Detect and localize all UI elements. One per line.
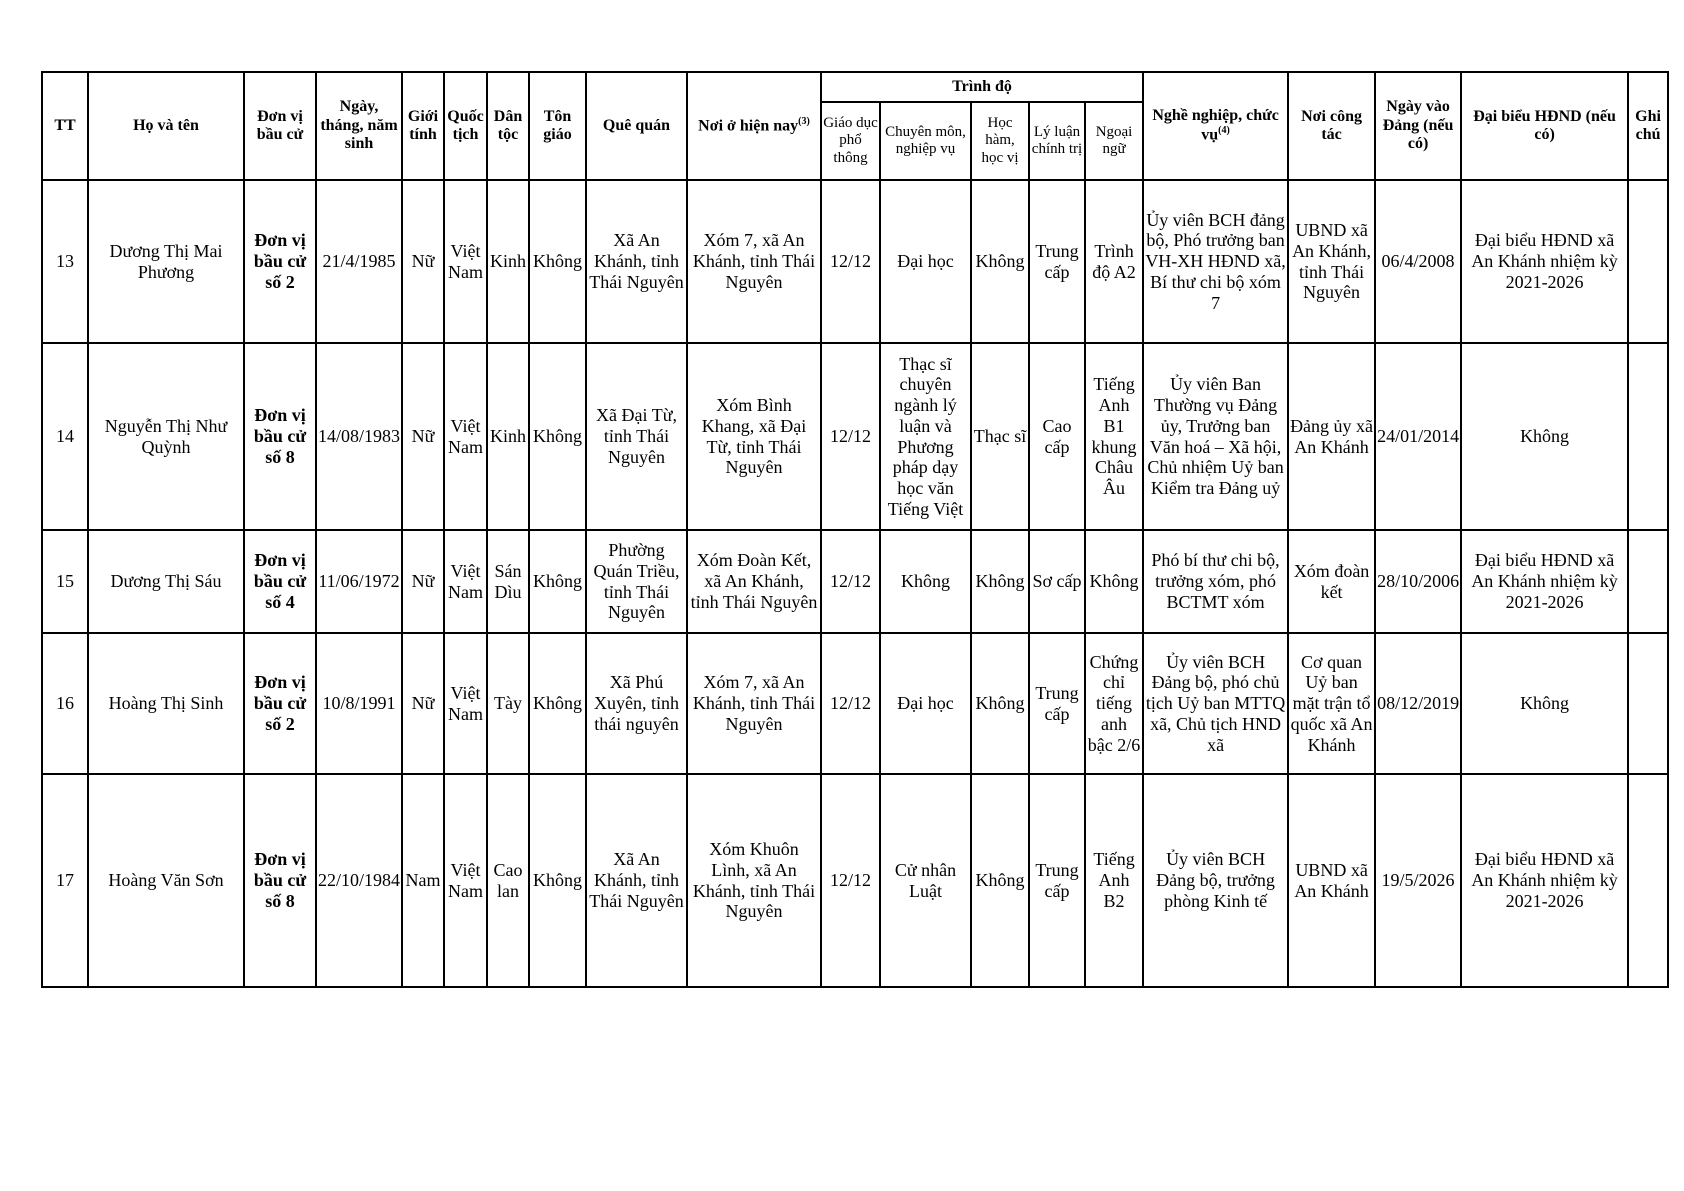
cell-gender: Nữ: [402, 180, 444, 343]
cell-tt: 14: [42, 343, 88, 530]
cell-workplace: Xóm đoàn kết: [1288, 530, 1375, 633]
cell-specialty: Cử nhân Luật: [880, 774, 971, 987]
cell-ethnicity: Sán Dìu: [487, 530, 529, 633]
cell-occupation: Ủy viên Ban Thường vụ Đảng ủy, Trưởng ban Văn hoá – Xã hội, Chủ nhiệm Uỷ ban Kiểm tra Đảng uỷ: [1143, 343, 1288, 530]
header-religion: Tôn giáo: [529, 72, 586, 180]
cell-specialty: Không: [880, 530, 971, 633]
cell-religion: Không: [529, 633, 586, 774]
cell-gender: Nữ: [402, 633, 444, 774]
cell-ethnicity: Cao lan: [487, 774, 529, 987]
cell-notes: [1628, 180, 1668, 343]
cell-workplace: UBND xã An Khánh: [1288, 774, 1375, 987]
header-occupation: [1143, 72, 1288, 180]
cell-nationality: Việt Nam: [444, 530, 487, 633]
cell-occupation: Phó bí thư chi bộ, trưởng xóm, phó BCTMT xóm: [1143, 530, 1288, 633]
cell-party-date: 28/10/2006: [1375, 530, 1461, 633]
cell-education: 12/12: [821, 633, 880, 774]
cell-notes: [1628, 774, 1668, 987]
cell-residence: Xóm 7, xã An Khánh, tỉnh Thái Nguyên: [687, 633, 821, 774]
cell-hometown: Xã An Khánh, tỉnh Thái Nguyên: [586, 180, 687, 343]
cell-political: Sơ cấp: [1029, 530, 1085, 633]
header-specialty: Chuyên môn, nghiệp vụ: [880, 102, 971, 180]
cell-delegate: Không: [1461, 633, 1628, 774]
cell-religion: Không: [529, 180, 586, 343]
header-level: Trình độ: [821, 72, 1143, 102]
cell-residence: Xóm 7, xã An Khánh, tỉnh Thái Nguyên: [687, 180, 821, 343]
cell-education: 12/12: [821, 343, 880, 530]
cell-ethnicity: Kinh: [487, 343, 529, 530]
cell-dob: 10/8/1991: [316, 633, 402, 774]
cell-political: Trung cấp: [1029, 633, 1085, 774]
cell-language: Chứng chỉ tiếng anh bậc 2/6: [1085, 633, 1143, 774]
cell-workplace: UBND xã An Khánh, tỉnh Thái Nguyên: [1288, 180, 1375, 343]
header-occupation-note: (4): [1218, 125, 1230, 137]
cell-tt: 13: [42, 180, 88, 343]
table-row: [42, 633, 1668, 774]
header-notes: Ghi chú: [1628, 72, 1668, 180]
header-gender: Giới tính: [402, 72, 444, 180]
cell-hometown: Xã Phú Xuyên, tỉnh thái nguyên: [586, 633, 687, 774]
cell-occupation: Ủy viên BCH đảng bộ, Phó trưởng ban VH-XH HĐND xã, Bí thư chi bộ xóm 7: [1143, 180, 1288, 343]
cell-political: Trung cấp: [1029, 774, 1085, 987]
cell-academic: Không: [971, 180, 1029, 343]
cell-education: 12/12: [821, 774, 880, 987]
cell-dob: 11/06/1972: [316, 530, 402, 633]
cell-ethnicity: Kinh: [487, 180, 529, 343]
cell-academic: Không: [971, 774, 1029, 987]
header-political: Lý luận chính trị: [1029, 102, 1085, 180]
cell-religion: Không: [529, 774, 586, 987]
cell-nationality: Việt Nam: [444, 343, 487, 530]
cell-education: 12/12: [821, 180, 880, 343]
cell-unit: Đơn vị bầu cử số 4: [244, 530, 316, 633]
cell-delegate: Đại biểu HĐND xã An Khánh nhiệm kỳ 2021-2026: [1461, 530, 1628, 633]
cell-specialty: Đại học: [880, 633, 971, 774]
cell-religion: Không: [529, 530, 586, 633]
cell-residence: Xóm Bình Khang, xã Đại Từ, tỉnh Thái Nguyên: [687, 343, 821, 530]
header-unit: Đơn vị bầu cử: [244, 72, 316, 180]
header-tt: TT: [42, 72, 88, 180]
cell-notes: [1628, 530, 1668, 633]
cell-gender: Nam: [402, 774, 444, 987]
table-row: [42, 530, 1668, 633]
cell-unit: Đơn vị bầu cử số 2: [244, 633, 316, 774]
cell-name: Dương Thị Mai Phương: [88, 180, 244, 343]
cell-unit: Đơn vị bầu cử số 8: [244, 343, 316, 530]
cell-tt: 17: [42, 774, 88, 987]
cell-delegate: Đại biểu HĐND xã An Khánh nhiệm kỳ 2021-2026: [1461, 180, 1628, 343]
cell-political: Trung cấp: [1029, 180, 1085, 343]
cell-residence: Xóm Đoàn Kết, xã An Khánh, tỉnh Thái Nguyên: [687, 530, 821, 633]
header-education: Giáo dục phổ thông: [821, 102, 880, 180]
table-row: [42, 180, 1668, 343]
cell-unit: Đơn vị bầu cử số 2: [244, 180, 316, 343]
cell-specialty: Thạc sĩ chuyên ngành lý luận và Phương pháp dạy học văn Tiếng Việt: [880, 343, 971, 530]
cell-tt: 15: [42, 530, 88, 633]
header-residence-note: (3): [798, 116, 810, 128]
cell-education: 12/12: [821, 530, 880, 633]
cell-specialty: Đại học: [880, 180, 971, 343]
cell-language: Tiếng Anh B1 khung Châu Âu: [1085, 343, 1143, 530]
cell-name: Nguyễn Thị Như Quỳnh: [88, 343, 244, 530]
header-dob: Ngày, tháng, năm sinh: [316, 72, 402, 180]
cell-language: Tiếng Anh B2: [1085, 774, 1143, 987]
cell-gender: Nữ: [402, 343, 444, 530]
header-delegate: Đại biểu HĐND (nếu có): [1461, 72, 1628, 180]
cell-party-date: 19/5/2026: [1375, 774, 1461, 987]
cell-delegate: Không: [1461, 343, 1628, 530]
cell-name: Hoàng Thị Sinh: [88, 633, 244, 774]
cell-party-date: 24/01/2014: [1375, 343, 1461, 530]
cell-dob: 21/4/1985: [316, 180, 402, 343]
cell-nationality: Việt Nam: [444, 633, 487, 774]
cell-name: Hoàng Văn Sơn: [88, 774, 244, 987]
header-nationality: Quốc tịch: [444, 72, 487, 180]
cell-gender: Nữ: [402, 530, 444, 633]
cell-dob: 22/10/1984: [316, 774, 402, 987]
cell-hometown: Phường Quán Triều, tỉnh Thái Nguyên: [586, 530, 687, 633]
cell-unit: Đơn vị bầu cử số 8: [244, 774, 316, 987]
header-language: Ngoại ngữ: [1085, 102, 1143, 180]
header-hometown: Quê quán: [586, 72, 687, 180]
header-party-date: Ngày vào Đảng (nếu có): [1375, 72, 1461, 180]
header-ethnicity: Dân tộc: [487, 72, 529, 180]
cell-political: Cao cấp: [1029, 343, 1085, 530]
cell-academic: Không: [971, 633, 1029, 774]
cell-ethnicity: Tày: [487, 633, 529, 774]
cell-academic: Thạc sĩ: [971, 343, 1029, 530]
cell-occupation: Ủy viên BCH Đảng bộ, trưởng phòng Kinh tế: [1143, 774, 1288, 987]
header-workplace: Nơi công tác: [1288, 72, 1375, 180]
cell-language: Không: [1085, 530, 1143, 633]
cell-party-date: 06/4/2008: [1375, 180, 1461, 343]
cell-hometown: Xã Đại Từ, tỉnh Thái Nguyên: [586, 343, 687, 530]
cell-language: Trình độ A2: [1085, 180, 1143, 343]
header-name: Họ và tên: [88, 72, 244, 180]
cell-name: Dương Thị Sáu: [88, 530, 244, 633]
cell-nationality: Việt Nam: [444, 774, 487, 987]
cell-workplace: Đảng ủy xã An Khánh: [1288, 343, 1375, 530]
header-residence: [687, 72, 821, 180]
cell-workplace: Cơ quan Uỷ ban mặt trận tổ quốc xã An Khánh: [1288, 633, 1375, 774]
cell-notes: [1628, 633, 1668, 774]
table-row: [42, 774, 1668, 987]
cell-occupation: Ủy viên BCH Đảng bộ, phó chủ tịch Uỷ ban MTTQ xã, Chủ tịch HND xã: [1143, 633, 1288, 774]
cell-residence: Xóm Khuôn Lình, xã An Khánh, tỉnh Thái Nguyên: [687, 774, 821, 987]
cell-academic: Không: [971, 530, 1029, 633]
cell-notes: [1628, 343, 1668, 530]
cell-religion: Không: [529, 343, 586, 530]
header-academic: Học hàm, học vị: [971, 102, 1029, 180]
cell-delegate: Đại biểu HĐND xã An Khánh nhiệm kỳ 2021-2026: [1461, 774, 1628, 987]
cell-party-date: 08/12/2019: [1375, 633, 1461, 774]
cell-nationality: Việt Nam: [444, 180, 487, 343]
header-occupation-label: Nghề nghiệp, chức vụ: [1152, 106, 1279, 144]
table-row: [42, 343, 1668, 530]
cell-tt: 16: [42, 633, 88, 774]
candidate-table: [41, 71, 1669, 988]
header-residence-label: Nơi ở hiện nay: [698, 117, 799, 135]
cell-dob: 14/08/1983: [316, 343, 402, 530]
cell-hometown: Xã An Khánh, tỉnh Thái Nguyên: [586, 774, 687, 987]
